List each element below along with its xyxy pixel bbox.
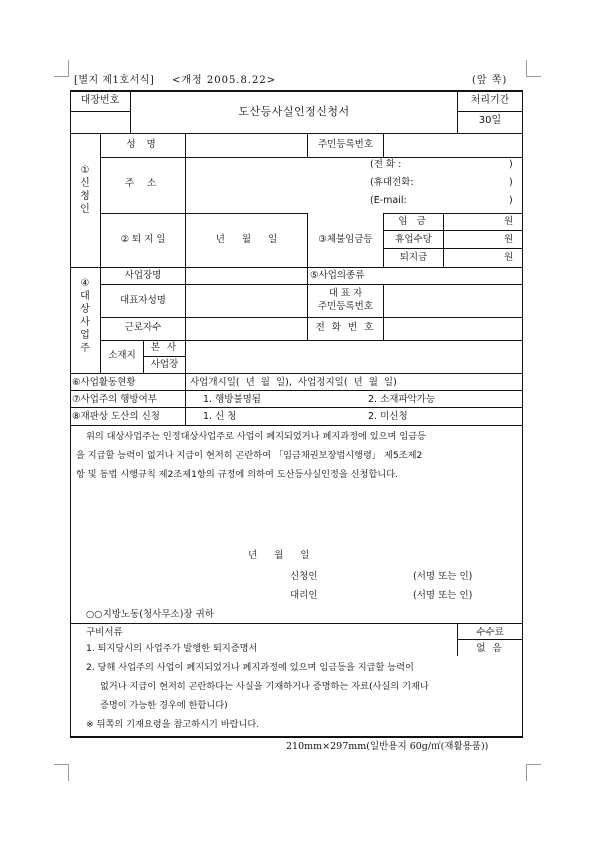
activity-value[interactable]: 사업개시일( 년 월 일), 사업정지일( 년 월 일) [190, 377, 397, 388]
statement-line-3: 항 및 동법 시행규칙 제2조제1항의 규정에 의하여 도산등사실인정을 신청합니다. [76, 469, 398, 480]
rep-rrn-label-2: 주민등록번호 [317, 301, 374, 312]
document-item-2-line-1: 2. 당해 사업주의 사업이 폐지되었거나 폐지과정에 있으며 임금등을 지급할 능력이 [86, 662, 414, 673]
crop-mark-bottom-right [526, 764, 541, 781]
leave-won-unit: 원 [504, 234, 514, 245]
name-field[interactable] [186, 135, 306, 156]
business-section-label: ④대상사업주 [80, 278, 90, 354]
document-item-2-line-3: 증명이 가능한 경우에 한합니다) [100, 700, 228, 711]
business-name-label: 사업장명 [124, 270, 162, 281]
court-option-applied[interactable]: 1. 신 청 [203, 411, 237, 422]
rep-rrn-label-1: 대 표 자 [328, 288, 363, 299]
wage-label: 임 금 [398, 216, 429, 227]
crop-mark-bottom-left [54, 764, 69, 781]
applicant-sign-label: 신청인 [290, 571, 318, 582]
court-option-not-applied[interactable]: 2. 미신청 [368, 411, 408, 422]
revision-date: <개정 2005.8.22> [172, 75, 277, 86]
site-label: 사업장 [150, 359, 179, 370]
agent-sign-label: 대리인 [290, 590, 318, 601]
whereabouts-option-contact[interactable]: 2. 소재파악가능 [368, 394, 436, 405]
whereabouts-label: ⑦사업주의 행방여부 [72, 394, 157, 405]
form-title: 도산등사실인정신청서 [238, 105, 350, 118]
leave-allowance-label: 휴업수당 [395, 234, 432, 245]
fee-label: 수수료 [476, 627, 504, 638]
document-item-1: 1. 퇴지당시의 사업주가 발행한 퇴지증명서 [86, 643, 258, 654]
statement-line-1: 위의 대상사업주는 인정대상사업주로 사업이 폐지되었거나 폐지과정에 있으며 임금등 [86, 431, 426, 442]
applicant-sign-field[interactable]: (서명 또는 인) [413, 571, 473, 582]
signature-date[interactable]: 년 월 일 [248, 550, 310, 561]
business-type-label: ⑤사업의종류 [310, 270, 365, 281]
address-label: 주 소 [124, 178, 162, 189]
workers-label: 근로자수 [124, 322, 162, 333]
email-close: ) [509, 195, 513, 206]
name-label: 성 명 [126, 139, 160, 150]
rrn-field[interactable] [384, 135, 521, 156]
applicant-section-label: ①신청인 [80, 165, 90, 215]
retire-date-label: ② 퇴 지 일 [120, 234, 166, 245]
activity-label: ⑥사업활동현황 [72, 377, 136, 388]
retire-date-field[interactable]: 년 월 일 [215, 234, 278, 245]
representative-label: 대표자성명 [120, 295, 166, 306]
business-name-field[interactable] [186, 268, 306, 283]
court-bankruptcy-label: ⑧재판상 도산의 신청 [72, 411, 160, 422]
mobile-label: (휴대전화: [370, 177, 414, 188]
email-label: (E-mail: [370, 195, 407, 206]
phone-close: ) [509, 159, 513, 170]
mobile-close: ) [509, 177, 513, 188]
document-item-2-line-2: 없거나 지급이 현저히 곤란하다는 사실을 기재하거나 증명하는 자료(사실의 기재나 [100, 681, 429, 692]
form-number: [별지 제1호서식] [74, 75, 155, 86]
ledger-number-label: 대장번호 [80, 95, 120, 106]
severance-won-unit: 원 [504, 252, 514, 263]
head-office-label: 본 사 [150, 342, 179, 353]
addressee: ○○지방노동(청사무소)장 귀하 [86, 609, 214, 620]
processing-period-label: 처리기간 [470, 95, 510, 106]
rrn-label: 주민등록번호 [317, 139, 374, 150]
address-field[interactable] [186, 158, 366, 212]
crop-mark-top-right [526, 60, 541, 77]
unpaid-wages-label: ③체불임금등 [318, 234, 373, 245]
fee-value: 없 음 [476, 643, 504, 654]
document-note: ※ 뒤쪽의 기재요령을 참고하시기 바랍니다. [86, 719, 260, 730]
statement-line-2: 을 지급할 능력이 없거나 지급이 현저히 곤란하여 「임금채권보장법시행령」 제5조제2 [76, 450, 423, 461]
documents-label: 구비서류 [86, 627, 123, 638]
location-label: 소재지 [108, 350, 136, 361]
phone-label: (전 화 : [370, 159, 402, 170]
business-phone-label: 전 화 번 호 [315, 322, 376, 333]
wage-won-unit: 원 [504, 216, 514, 227]
paper-spec: 210mm×297mm(일반용지 60g/㎡(재활용품)) [286, 741, 489, 752]
severance-label: 퇴지금 [399, 252, 428, 263]
whereabouts-option-unknown[interactable]: 1. 행방불명됨 [203, 394, 261, 405]
page-side: (앞 쪽) [472, 75, 508, 86]
processing-period-value: 30일 [478, 115, 502, 126]
crop-mark-top-left [54, 60, 69, 77]
agent-sign-field[interactable]: (서명 또는 인) [413, 590, 473, 601]
